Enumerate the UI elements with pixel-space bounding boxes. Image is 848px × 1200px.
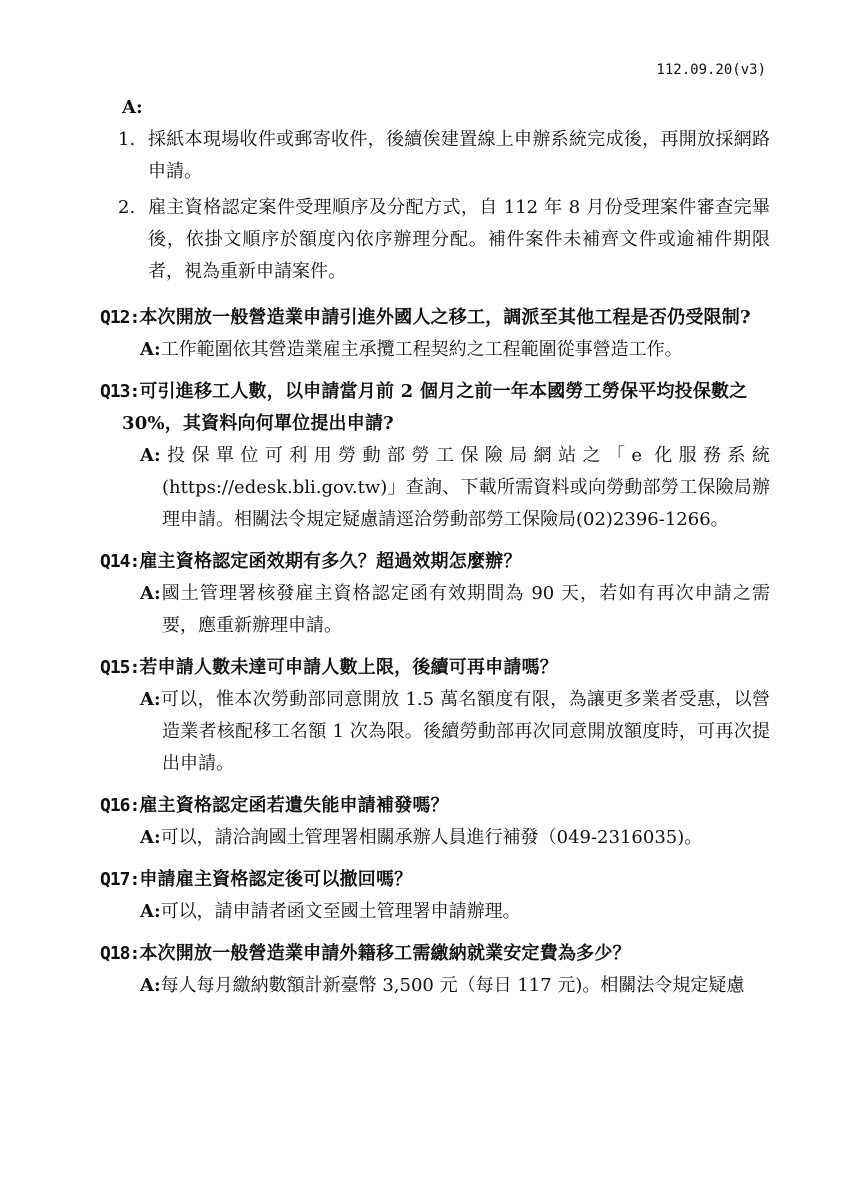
question-number: Q13: (100, 381, 140, 402)
document-version: 112.09.20(v3) (656, 62, 766, 78)
list-item-text: 採紙本現場收件或郵寄收件，後續俟建置線上申辦系統完成後，再開放採網路申請。 (148, 129, 770, 182)
question-number: Q12: (100, 307, 140, 328)
answer-label: A: (140, 689, 161, 710)
answer-label: A: (140, 827, 161, 848)
qa-block-q13 (100, 376, 770, 536)
answer-label: A: (140, 975, 161, 996)
answer-list (100, 124, 770, 288)
qa-block-q12 (100, 302, 770, 366)
question (100, 790, 770, 822)
list-item-number: 2. (118, 197, 136, 218)
answer-label: A: (140, 901, 161, 922)
question-text: 可引進移工人數，以申請當月前 2 個月之前一年本國勞工勞保平均投保數之 30%，其資料向何單位提出申請? (122, 381, 748, 434)
qa-block-q18 (100, 938, 770, 1002)
question-text: 雇主資格認定函若遺失能申請補發嗎？ (139, 795, 449, 816)
list-item-number: 1. (118, 129, 136, 150)
question-text: 本次開放一般營造業申請外籍移工需繳納就業安定費為多少？ (139, 943, 631, 964)
question-text: 雇主資格認定函效期有多久？超過效期怎麼辦？ (139, 551, 522, 572)
question-number: Q16: (100, 795, 140, 816)
answer-label: A: (140, 583, 161, 604)
qa-block-q14 (100, 546, 770, 642)
question (100, 546, 770, 578)
answer-text: 可以，惟本次勞動部同意開放 1.5 萬名額度有限，為讓更多業者受惠，以營造業者核配移工名額 1 次為限。後續勞動部再次同意開放額度時，可再次提出申請。 (160, 689, 770, 774)
qa-block-q16 (100, 790, 770, 854)
answer-text: 國土管理署核發雇主資格認定函有效期間為 90 天，若如有再次申請之需要，應重新辦理申請。 (160, 583, 770, 636)
question (100, 864, 770, 896)
answer (122, 896, 770, 928)
answer (122, 440, 770, 536)
answer-label: A: (122, 97, 143, 118)
answer (122, 334, 770, 366)
question (100, 376, 770, 440)
answer (122, 822, 770, 854)
answer-text: 工作範圍依其營造業雇主承攬工程契約之工程範圍從事營造工作。 (160, 339, 683, 360)
answer (122, 970, 770, 1002)
answer-list-item (100, 124, 770, 188)
qa-block-q17 (100, 864, 770, 928)
answer-text: 投保單位可利用勞動部勞工保險局網站之「e 化服務系統(https://edesk.bli.gov.tw)」查詢、下載所需資料或向勞動部勞工保險局辦理申請。相關法令規定疑慮請逕洽勞動部勞工保險局(02)2396-1266。 (160, 445, 770, 530)
question (100, 938, 770, 970)
answer-label: A: (140, 445, 161, 466)
question (100, 302, 770, 334)
question-text: 申請雇主資格認定後可以撤回嗎？ (139, 869, 413, 890)
question-text: 若申請人數未達可申請人數上限，後續可再申請嗎？ (139, 657, 558, 678)
answer-list-item (100, 192, 770, 288)
answer (122, 684, 770, 780)
list-item-text: 雇主資格認定案件受理順序及分配方式，自 112 年 8 月份受理案件審查完畢後，依掛文順序於額度內依序辦理分配。補件案件未補齊文件或逾補件期限者，視為重新申請案件。 (148, 197, 770, 282)
answer (122, 578, 770, 642)
question-text: 本次開放一般營造業申請引進外國人之移工，調派至其他工程是否仍受限制? (139, 307, 751, 328)
answer-label: A: (140, 339, 161, 360)
question (100, 652, 770, 684)
question-number: Q17: (100, 869, 140, 890)
question-number: Q18: (100, 943, 140, 964)
answer-text: 每人每月繳納數額計新臺幣 3,500 元（每日 117 元)。相關法令規定疑慮 (160, 975, 745, 996)
document-body (100, 92, 770, 1002)
answer-text: 可以，請洽詢國土管理署相關承辦人員進行補發（049-2316035)。 (160, 827, 703, 848)
question-number: Q15: (100, 657, 140, 678)
qa-block-q15 (100, 652, 770, 780)
question-number: Q14: (100, 551, 140, 572)
answer-text: 可以，請申請者函文至國土管理署申請辦理。 (160, 901, 521, 922)
